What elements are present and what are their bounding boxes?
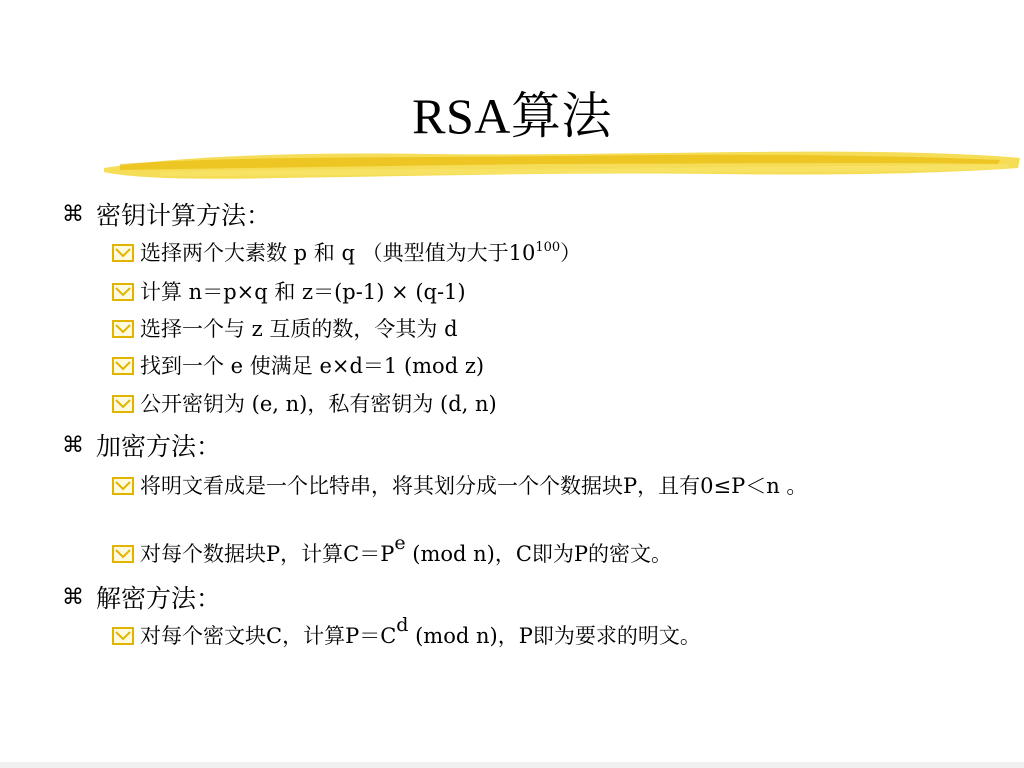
list-item-text: 找到一个 e 使满足 e×d＝1 (mod z) (140, 354, 485, 378)
list-item-text: 对每个密文块C，计算$P=C^d$ (mod n)，P即为要求的明文。 (140, 614, 701, 648)
checkbox-bullet-icon (112, 313, 140, 345)
checkbox-bullet-icon (112, 470, 140, 502)
section-heading-text: 密钥计算方法： (96, 201, 272, 230)
section-encryption-heading (62, 425, 221, 465)
list-item (112, 614, 701, 652)
section-heading-text: 解密方法： (96, 584, 222, 613)
command-key-icon: ⌘ (62, 201, 84, 227)
command-key-icon: ⌘ (62, 432, 84, 458)
list-item (112, 388, 497, 420)
checkbox-bullet-icon (112, 350, 140, 382)
checkbox-bullet-icon (112, 276, 140, 308)
list-item-text: 选择两个大素数 p 和 q （典型值为大于$10^{100}$） (140, 240, 582, 265)
list-item-text: 将明文看成是一个比特串，将其划分成一个个数据块P，且有0≤P＜n 。 (140, 474, 808, 498)
list-item-text: 对每个数据块P，计算$C=P^e$ (mod n)，C即为P的密文。 (140, 532, 673, 566)
list-item (112, 237, 581, 269)
list-item-text: 公开密钥为 (e, n)，私有密钥为 (d, n) (140, 392, 497, 416)
checkbox-bullet-icon (112, 388, 140, 420)
list-item (112, 470, 945, 502)
section-heading-text: 加密方法： (96, 432, 222, 461)
list-item (112, 276, 466, 308)
list-item-text: 选择一个与 z 互质的数，令其为 d (140, 317, 458, 341)
checkbox-bullet-icon (112, 237, 140, 269)
command-key-icon: ⌘ (62, 584, 84, 610)
list-item-text: 计算 n＝p×q 和 z＝(p-1) × (q-1) (140, 280, 466, 304)
checkbox-bullet-icon (112, 620, 140, 652)
section-decryption-heading (62, 577, 221, 617)
title-underline-brush (100, 142, 1024, 186)
list-item (112, 313, 458, 345)
slide-title: RSA算法 (412, 88, 612, 144)
list-item (112, 532, 673, 570)
list-item (112, 350, 484, 382)
checkbox-bullet-icon (112, 538, 140, 570)
footer-divider (0, 762, 1024, 768)
section-key-generation-heading (62, 194, 271, 234)
